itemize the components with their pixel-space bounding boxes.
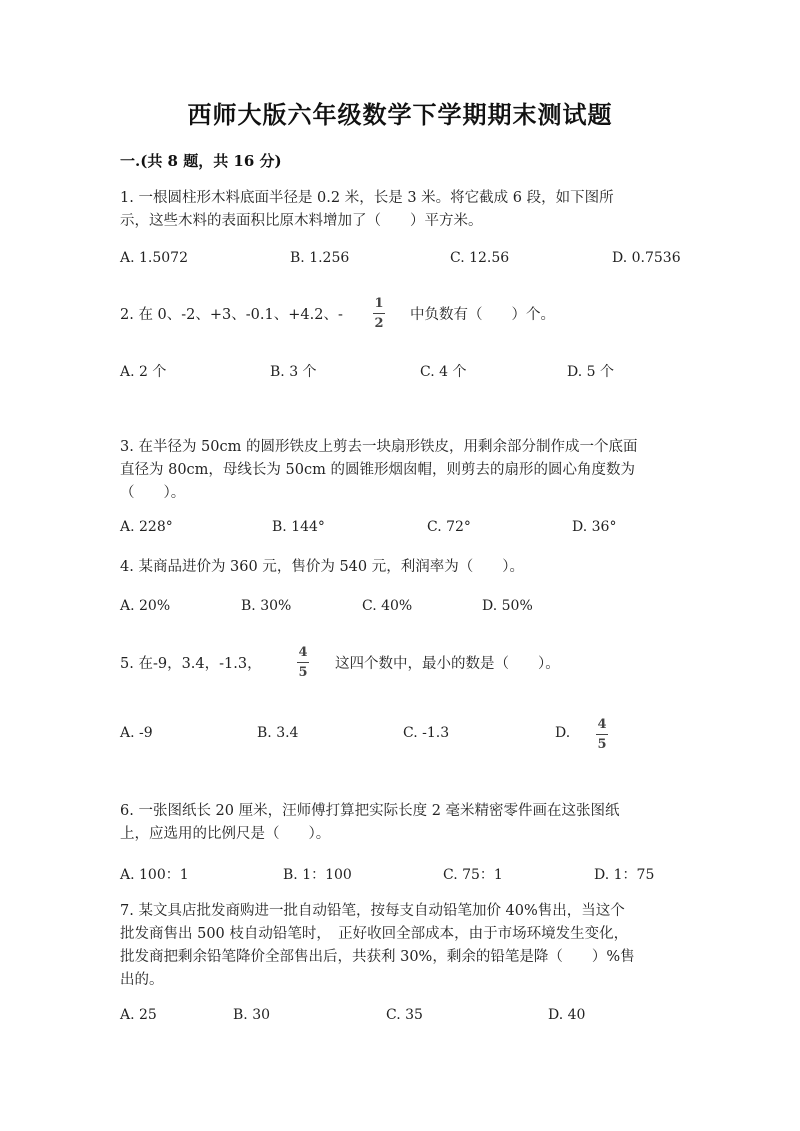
fraction-bar: [596, 734, 608, 735]
question-6-line2: 上，应选用的比例尺是（ ）。: [120, 826, 331, 842]
question-3-line3: （ ）。: [120, 485, 186, 501]
question-5-fraction: [297, 645, 309, 680]
fraction-numerator: 4: [298, 645, 308, 660]
q1-option-c: C. 12.56: [450, 250, 510, 266]
question-5-text-after: 这四个数中，最小的数是（ ）。: [335, 656, 560, 672]
q5-option-d: D.: [555, 725, 571, 741]
fraction-denominator: 5: [597, 737, 607, 752]
question-3-line2: 直径为 80cm，母线长为 50cm 的圆锥形烟囱帽，则剪去的扇形的圆心角度数为: [120, 462, 635, 478]
question-7-line3: 批发商把剩余铅笔降价全部售出后，共获利 30%，剩余的铅笔是降（ ）%售: [120, 949, 635, 965]
q1-option-b: B. 1.256: [290, 250, 350, 266]
question-2-fraction: [373, 296, 385, 331]
question-7-line4: 出的。: [120, 972, 164, 988]
question-1-line1: 1. 一根圆柱形木料底面半径是 0.2 米，长是 3 米。将它截成 6 段，如下图所: [120, 190, 614, 206]
q1-option-d: D. 0.7536: [612, 250, 681, 266]
q2-option-c: C. 4 个: [420, 364, 467, 380]
question-3-line1: 3. 在半径为 50cm 的圆形铁皮上剪去一块扇形铁皮，用剩余部分制作成一个底面: [120, 439, 638, 455]
page-title: 西师大版六年级数学下学期期末测试题: [187, 100, 613, 129]
question-7-line2: 批发商售出 500 枝自动铅笔时， 正好收回全部成本，由于市场环境发生变化，: [120, 926, 629, 942]
q4-option-d: D. 50%: [482, 598, 533, 614]
question-4-line1: 4. 某商品进价为 360 元，售价为 540 元，利润率为（ ）。: [120, 559, 524, 575]
q7-option-c: C. 35: [386, 1007, 423, 1023]
q5-option-a: A. -9: [120, 725, 153, 741]
question-5-text-before: 5. 在-9，3.4，-1.3，: [120, 656, 262, 672]
q6-option-a: A. 100：1: [120, 867, 189, 883]
q1-option-a: A. 1.5072: [120, 250, 188, 266]
question-1-line2: 示，这些木料的表面积比原木料增加了（ ）平方米。: [120, 213, 483, 229]
q7-option-d: D. 40: [548, 1007, 586, 1023]
q6-option-c: C. 75：1: [443, 867, 503, 883]
q7-option-b: B. 30: [233, 1007, 271, 1023]
q3-option-a: A. 228°: [120, 519, 173, 535]
q2-option-b: B. 3 个: [270, 364, 317, 380]
fraction-numerator: 1: [374, 296, 384, 311]
q4-option-a: A. 20%: [120, 598, 171, 614]
question-3: [120, 436, 685, 505]
q2-option-a: A. 2 个: [120, 364, 167, 380]
q4-option-c: C. 40%: [362, 598, 413, 614]
q5-option-d-fraction: [596, 717, 608, 752]
q3-option-b: B. 144°: [272, 519, 325, 535]
q3-option-d: D. 36°: [572, 519, 617, 535]
question-6: [120, 800, 685, 846]
fraction-denominator: 2: [374, 316, 384, 331]
q5-option-c: C. -1.3: [403, 725, 450, 741]
q3-option-c: C. 72°: [427, 519, 471, 535]
q4-option-b: B. 30%: [241, 598, 292, 614]
question-2-text-after: 中负数有（ ）个。: [410, 307, 555, 323]
fraction-numerator: 4: [597, 717, 607, 732]
question-7: [120, 900, 685, 992]
question-1: [120, 187, 685, 233]
q5-option-b: B. 3.4: [257, 725, 299, 741]
q7-option-a: A. 25: [120, 1007, 157, 1023]
q6-option-d: D. 1：75: [594, 867, 655, 883]
section-heading: 一.(共 8 题，共 16 分): [120, 152, 282, 170]
question-6-line1: 6. 一张图纸长 20 厘米，汪师傅打算把实际长度 2 毫米精密零件画在这张图纸: [120, 803, 620, 819]
question-4: [120, 556, 685, 579]
question-2-text-before: 2. 在 0、-2、+3、-0.1、+4.2、-: [120, 307, 343, 323]
question-7-line1: 7. 某文具店批发商购进一批自动铅笔，按每支自动铅笔加价 40%售出，当这个: [120, 903, 625, 919]
q6-option-b: B. 1：100: [283, 867, 352, 883]
fraction-bar: [373, 313, 385, 314]
q2-option-d: D. 5 个: [567, 364, 614, 380]
fraction-bar: [297, 662, 309, 663]
fraction-denominator: 5: [298, 665, 308, 680]
